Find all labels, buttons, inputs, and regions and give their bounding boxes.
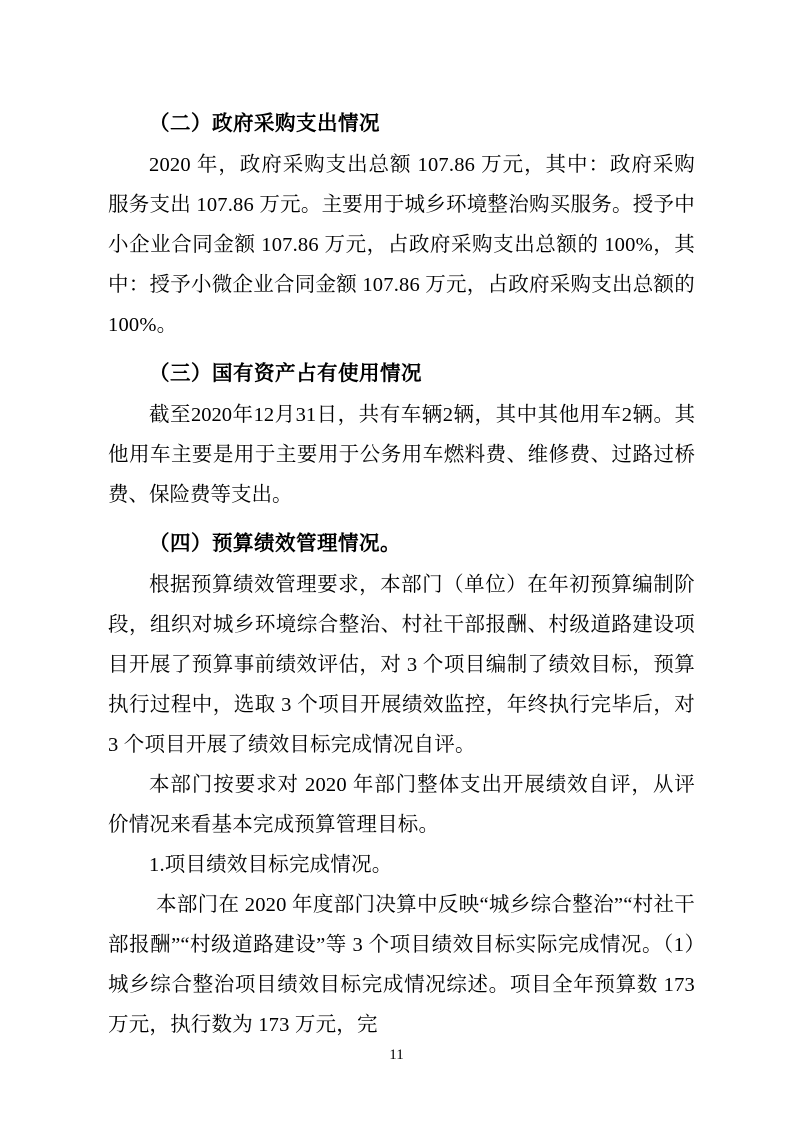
section-heading-state-assets: （三）国有资产占有使用情况 — [149, 361, 422, 385]
document-body — [108, 103, 695, 1045]
page-number: 11 — [389, 1047, 404, 1063]
section-heading-government-procurement: （二）政府采购支出情况 — [149, 111, 380, 135]
paragraph-performance-management: 根据预算绩效管理要求，本部门（单位）在年初预算编制阶段，组织对城乡环境综合整治、村社干部报酬、村级道路建设项目开展了预算事前绩效评估，对 3 个项目编制了绩效目标，预算执行过程中，选取 3 个项目开展绩效监控，年终执行完毕后，对 3 个项目开展了绩效目标完成情况自评。 — [108, 574, 695, 756]
paragraph-list-item-project-performance: 1.项目绩效目标完成情况。 — [149, 854, 393, 876]
paragraph-state-assets: 截至2020年12月31日，共有车辆2辆，其中其他用车2辆。其他用车主要是用于主要用于公务用车燃料费、维修费、过路过桥费、保险费等支出。 — [108, 404, 695, 506]
paragraph-project-performance-detail: 本部门在 2020 年度部门决算中反映“城乡综合整治”“村社干部报酬”“村级道路建设”等 3 个项目绩效目标实际完成情况。（1）城乡综合整治项目绩效目标完成情况综述。项目全年预算数 173 万元，执行数为 173 万元，完 — [108, 894, 695, 1036]
section-heading-budget-performance: （四）预算绩效管理情况。 — [149, 531, 401, 555]
paragraph-overall-self-evaluation: 本部门按要求对 2020 年部门整体支出开展绩效自评，从评价情况来看基本完成预算管理目标。 — [108, 774, 695, 836]
paragraph-procurement-expenditure: 2020 年，政府采购支出总额 107.86 万元，其中：政府采购服务支出 107.86 万元。主要用于城乡环境整治购买服务。授予中小企业合同金额 107.86 万元，占政府采购支出总额的 100%，其中：授予小微企业合同金额 107.86 万元，占政府采购支出总额的 100%。 — [108, 154, 695, 336]
